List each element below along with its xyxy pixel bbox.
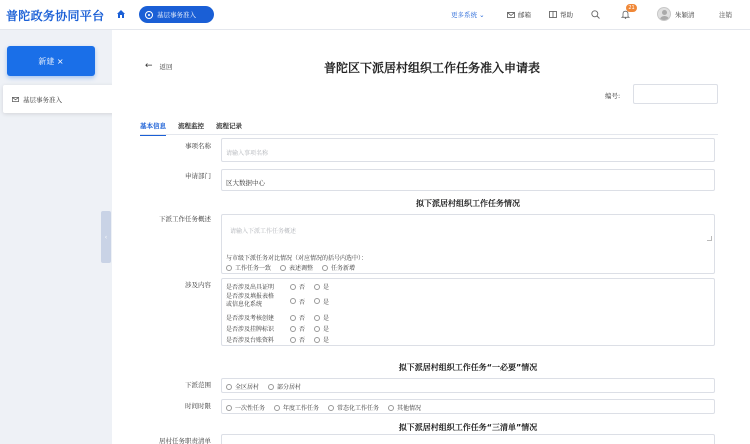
radio-one-time[interactable]: 一次性任务 (226, 403, 265, 412)
number-label: 编号: (605, 92, 621, 100)
overview-label: 下派工作任务概述 (159, 215, 211, 223)
section-title-lists: 拟下派居村组织工作任务“三清单”情况 (398, 423, 538, 432)
mail-icon (12, 97, 19, 102)
radio-icon (388, 405, 394, 411)
app-logo[interactable]: 普陀政务协同平台 (6, 9, 105, 23)
radio-no[interactable]: 否 (290, 297, 305, 306)
radio-no[interactable]: 否 (290, 282, 305, 291)
radio-no[interactable]: 否 (290, 335, 305, 344)
logout-button[interactable]: 注销 (719, 11, 732, 19)
item-name-input[interactable]: 请输入事项名称 (221, 138, 715, 162)
radio-icon (290, 315, 296, 321)
radio-icon (274, 405, 280, 411)
help-button[interactable]: 帮助 (549, 10, 573, 19)
radio-wording-adjusted[interactable]: 表述调整 (280, 263, 313, 272)
number-input[interactable] (633, 84, 718, 104)
compare-options (226, 263, 364, 272)
radio-yes[interactable]: 是 (314, 297, 329, 306)
radio-icon (268, 384, 274, 390)
radio-icon (226, 405, 232, 411)
top-bar (0, 0, 750, 30)
tab-label: 基层事务准入 (157, 11, 196, 19)
radio-icon (314, 326, 320, 332)
radio-yes[interactable]: 是 (314, 313, 329, 322)
avatar[interactable] (657, 7, 671, 21)
sidebar-collapse-handle[interactable]: ‹ (101, 211, 111, 263)
tab-process-record[interactable]: 流程记录 (216, 122, 242, 130)
radio-other[interactable]: 其他情况 (388, 403, 421, 412)
radio-same-task[interactable]: 工作任务一致 (226, 263, 271, 272)
radio-icon (280, 265, 286, 271)
radio-new-task[interactable]: 任务新增 (322, 263, 355, 272)
app-icon (145, 11, 153, 19)
tab-grassroots-affairs[interactable] (139, 6, 214, 23)
radio-no[interactable]: 否 (290, 324, 305, 333)
involve-row-assessment: 是否涉及考核创建 否 是 (226, 315, 330, 322)
scope-field (221, 378, 715, 393)
home-icon[interactable] (116, 9, 126, 19)
involve-row-certificate: 是否涉及出具证明 否 是 (226, 284, 330, 291)
tab-divider (140, 134, 718, 135)
radio-icon (226, 265, 232, 271)
mail-button[interactable]: 邮箱 (507, 10, 531, 19)
radio-icon (290, 337, 296, 343)
radio-yes[interactable]: 是 (314, 324, 329, 333)
radio-icon (314, 315, 320, 321)
radio-some-villages[interactable]: 部分居村 (268, 382, 301, 391)
overview-textarea[interactable]: 请输入下派工作任务概述 与市级下派任务对比情况（对应情况的括号内选中）： 工作任务一致 表述调整 任务新增 (221, 214, 715, 274)
section-title-tasks: 拟下派居村组织工作任务情况 (416, 199, 520, 208)
radio-no[interactable]: 否 (290, 313, 305, 322)
dept-field[interactable]: 区大数据中心 (221, 169, 715, 191)
radio-icon (314, 337, 320, 343)
time-field (221, 399, 715, 414)
involve-row-signage: 是否涉及挂牌标识 否 是 (226, 326, 330, 333)
resize-handle-icon[interactable] (707, 236, 712, 241)
item-name-label: 事项名称 (185, 142, 211, 150)
main-panel (112, 30, 750, 444)
page-title: 普陀区下派居村组织工作任务准入申请表 (323, 61, 540, 75)
username[interactable]: 朱颖清 (675, 11, 695, 19)
involve-label: 涉及内容 (185, 281, 211, 289)
duty-list-field[interactable] (221, 434, 715, 444)
search-icon[interactable] (591, 10, 600, 19)
radio-icon (290, 284, 296, 290)
book-icon (549, 11, 557, 18)
arrow-left-icon: ← (145, 61, 153, 71)
radio-icon (314, 298, 320, 304)
radio-icon (290, 326, 296, 332)
radio-icon (328, 405, 334, 411)
more-systems-menu[interactable]: 更多系统 ⌄ (451, 11, 485, 19)
radio-icon (314, 284, 320, 290)
radio-yes[interactable]: 是 (314, 282, 329, 291)
sidebar-item-grassroots-affairs[interactable] (3, 85, 127, 113)
section-title-necessity: 拟下派居村组织工作任务“一必要”情况 (398, 363, 538, 372)
involve-row-forms: 是否涉及填报表格 或信息化系统 否 是 (226, 293, 330, 308)
time-label: 时间时限 (185, 402, 211, 410)
radio-all-villages[interactable]: 全区居村 (226, 382, 259, 391)
notification-badge: 21 (626, 4, 637, 12)
sidebar-item-label: 基层事务准入 (23, 95, 62, 104)
new-button[interactable]: 新建 × (7, 46, 95, 76)
dept-label: 申请部门 (185, 172, 211, 180)
duty-list-label: 居村任务职责清单 (159, 437, 211, 444)
involve-box (221, 278, 715, 346)
chevron-down-icon: ⌄ (479, 11, 485, 19)
scope-label: 下派范围 (185, 381, 211, 389)
radio-icon (322, 265, 328, 271)
radio-icon (290, 298, 296, 304)
radio-yes[interactable]: 是 (314, 335, 329, 344)
mail-icon (507, 12, 515, 18)
radio-regular[interactable]: 常态化工作任务 (328, 403, 379, 412)
back-button[interactable]: ← 返回 (145, 61, 173, 71)
involve-row-ledger: 是否涉及台账资料 否 是 (226, 337, 330, 344)
tab-basic-info[interactable]: 基本信息 (140, 121, 166, 136)
radio-annual[interactable]: 年度工作任务 (274, 403, 319, 412)
radio-icon (226, 384, 232, 390)
tab-process-monitor[interactable]: 流程监控 (178, 122, 204, 130)
